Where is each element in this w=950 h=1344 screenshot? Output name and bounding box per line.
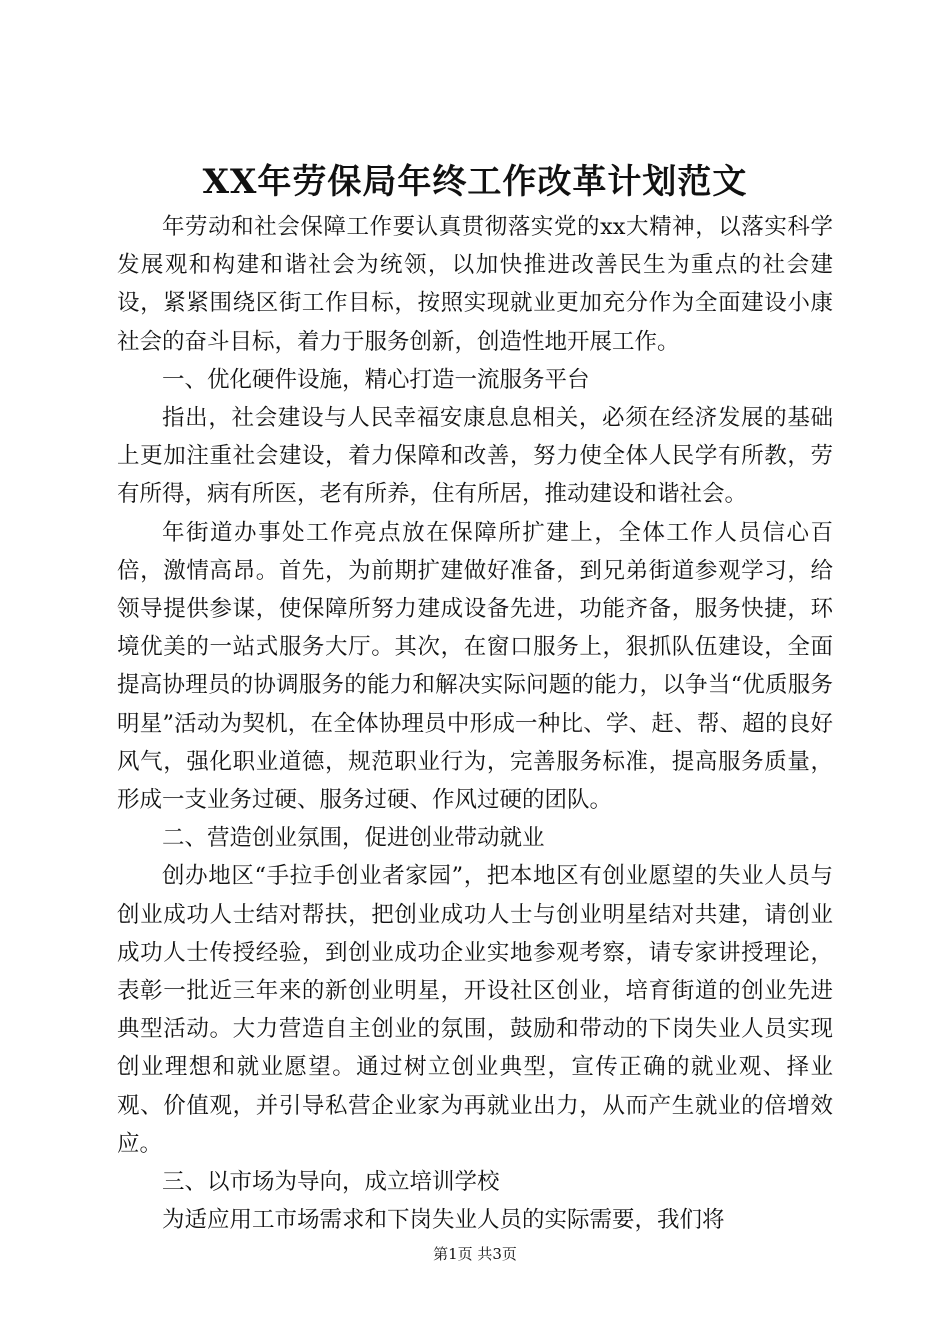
- section-heading-2: 二、营造创业氛围，促进创业带动就业: [162, 825, 545, 852]
- paragraph-intro: 年劳动和社会保障工作要认真贯彻落实党的xx大精神，以落实科学发展观和构建和谐社会为统领，以加快推进改善民生为重点的社会建设，紧紧围绕区街工作目标，按照实现就业更加充分作为全面建设小康社会的奋斗目标，着力于服务创新，创造性地开展工作。: [117, 214, 833, 355]
- section-heading-1: 一、优化硬件设施，精心打造一流服务平台: [162, 366, 590, 393]
- paragraph: 创办地区“手拉手创业者家园”，把本地区有创业愿望的失业人员与创业成功人士结对帮扶，把创业成功人士与创业明星结对共建，请创业成功人士传授经验，到创业成功企业实地参观考察，请专家讲授理论，表彰一批近三年来的新创业明星，开设社区创业，培育街道的创业先进典型活动。大力营造自主创业的氛围，鼓励和带动的下岗失业人员实现创业理想和就业愿望。通过树立创业典型，宣传正确的就业观、择业观、价值观，并引导私营企业家为再就业出力，从而产生就业的倍增效应。: [117, 863, 833, 1157]
- paragraph: 指出，社会建设与人民幸福安康息息相关，必须在经济发展的基础上更加注重社会建设，着力保障和改善，努力使全体人民学有所教，劳有所得，病有所医，老有所养，住有所居，推动建设和谐社会。: [117, 405, 833, 508]
- paragraph: 为适应用工市场需求和下岗失业人员的实际需要，我们将: [162, 1207, 725, 1234]
- page-number-footer: 第1页 共3页: [433, 1245, 517, 1263]
- document-title: XX年劳保局年终工作改革计划范文: [202, 162, 748, 202]
- section-heading-3: 三、以市场为导向，成立培训学校: [162, 1169, 500, 1196]
- paragraph: 年街道办事处工作亮点放在保障所扩建上，全体工作人员信心百倍，激情高昂。首先，为前期扩建做好准备，到兄弟街道参观学习，给领导提供参谋，使保障所努力建成设备先进，功能齐备，服务快捷，环境优美的一站式服务大厅。其次，在窗口服务上，狠抓队伍建设，全面提高协理员的协调服务的能力和解决实际问题的能力，以争当“优质服务明星”活动为契机，在全体协理员中形成一种比、学、赶、帮、超的良好风气，强化职业道德，规范职业行为，完善服务标准，提高服务质量，形成一支业务过硬、服务过硬、作风过硬的团队。: [117, 519, 833, 814]
- document-body: [117, 208, 833, 1239]
